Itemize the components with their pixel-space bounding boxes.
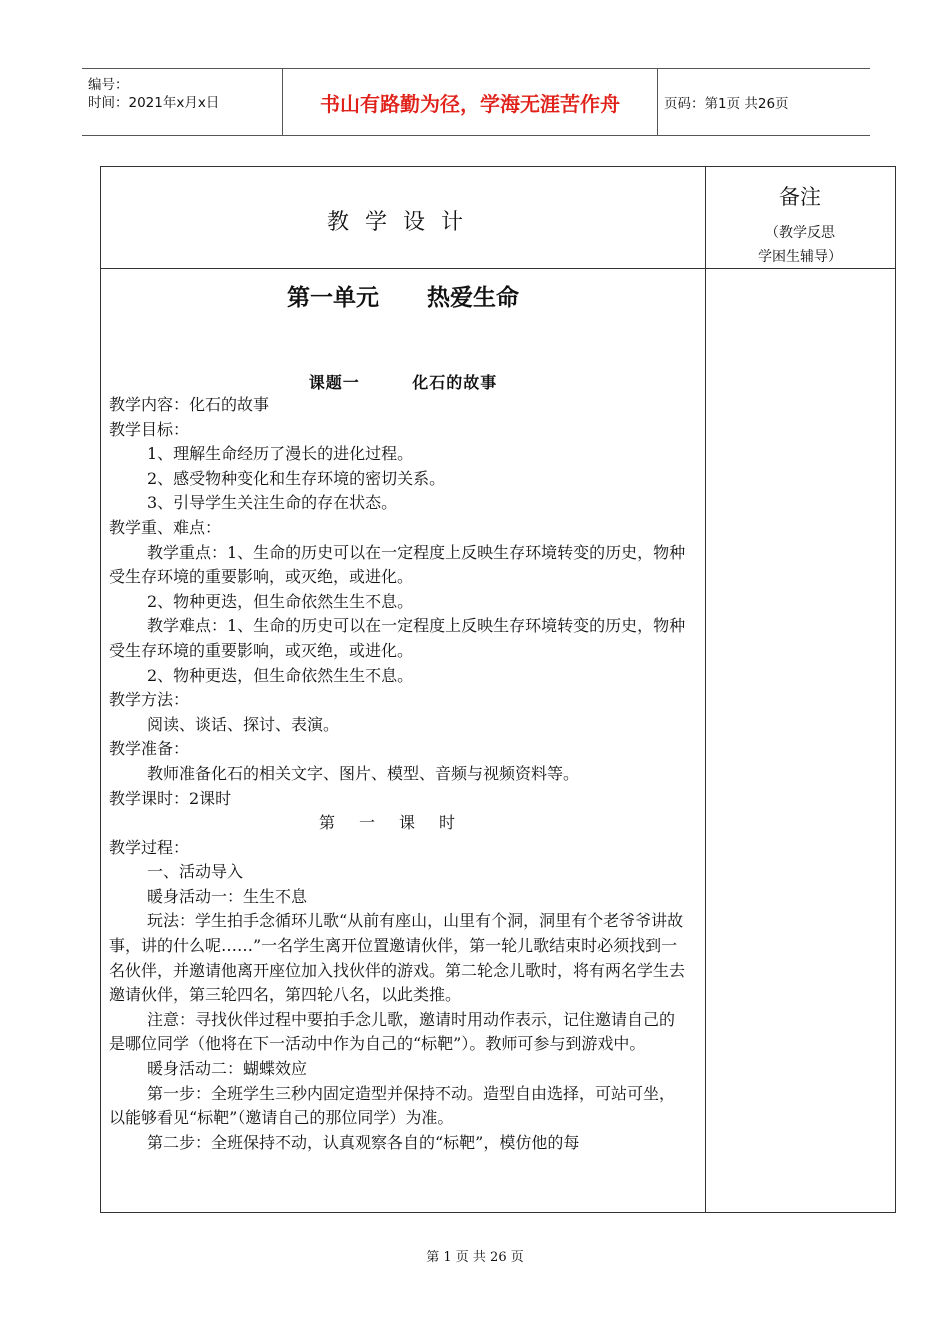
page-info: 页码：第1页 共26页 [664,96,789,112]
line: 注意：寻找伙伴过程中要拍手念儿歌，邀请时用动作表示，记住邀请自己的是哪位同学（他将在下一活动中作为自己的“标靶”）。教师可参与到游戏中。 [109,1009,676,1054]
line: 1、理解生命经历了漫长的进化过程。 [147,444,414,464]
line: 第一步：全班学生三秒内固定造型并保持不动。造型自由选择，可站可坐，以能够看见“标靶”（邀请自己的那位同学）为准。 [109,1083,676,1128]
lesson-table [100,166,896,1213]
line: 3、引导学生关注生命的存在状态。 [147,493,398,513]
design-title: 教学设计 [326,210,479,235]
unit-title: 第一单元 热爱生命 [286,285,520,311]
column-divider [705,167,706,1212]
line: 教学目标： [109,419,190,439]
time-label: 时间：2021年x月x日 [88,95,220,111]
lesson-body [109,393,689,1155]
page-header [82,68,870,136]
line: 第二步：全班保持不动，认真观察各自的“标靶”，模仿他的每 [147,1132,580,1152]
notes-sub-line-1: （教学反思 [765,225,835,241]
line: 2、物种更迭，但生命依然生生不息。 [147,591,414,611]
header-meta [82,69,282,135]
motto: 书山有路勤为径，学海无涯苦作舟 [282,69,658,135]
line: 一、活动导入 [147,862,244,882]
line: 教学内容：化石的故事 [109,395,270,414]
line: 暖身活动一：生生不息 [147,886,308,906]
line: 教学过程： [109,837,190,857]
line: 教师准备化石的相关文字、图片、模型、音频与视频资料等。 [147,763,580,783]
line: 教学难点：1、生命的历史可以在一定程度上反映生存环境转变的历史，物种受生存环境的重要影响，或灭绝，或进化。 [109,616,686,660]
line: 阅读、谈话、探讨、表演。 [147,714,340,734]
line: 2、物种更迭，但生命依然生生不息。 [147,665,414,685]
page-footer: 第 1 页 共 26 页 [426,1250,524,1265]
line: 教学重点：1、生命的历史可以在一定程度上反映生存环境转变的历史，物种受生存环境的重要影响，或灭绝，或进化。 [109,542,686,587]
line: 暖身活动二：蝴蝶效应 [147,1059,308,1079]
notes-title: 备注 [779,185,821,209]
line: 玩法：学生拍手念循环儿歌“从前有座山，山里有个洞，洞里有个老爷爷讲故事，讲的什么呢……”一名学生离开位置邀请伙伴，第一轮儿歌结束时必须找到一名伙伴，并邀请他离开座位加入找伙伴的游戏。第二轮念儿歌时，将有两名学生去邀请伙伴，第三轮四名，第四轮八名，以此类推。 [109,911,686,1005]
line: 教学重、难点： [109,517,222,537]
notes-sub-line-2: 学困生辅导） [758,249,842,265]
number-label: 编号： [88,77,129,93]
line: 教学方法： [109,690,190,710]
line: 2、感受物种变化和生存环境的密切关系。 [147,468,446,488]
lesson-title: 课题一 化石的故事 [308,373,498,392]
notes-subtitle [705,221,895,269]
line: 教学准备： [109,739,190,759]
section-heading: 第一课时 [318,813,479,833]
line: 教学课时：2课时 [109,788,232,808]
